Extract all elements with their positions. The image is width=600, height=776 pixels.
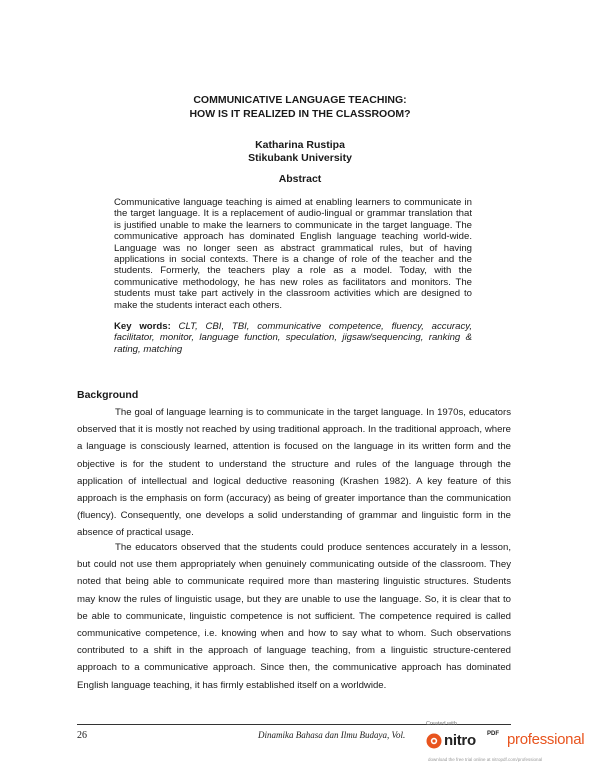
watermark-brand-sup: PDF [487, 731, 499, 737]
paper-title-line-1: COMMUNICATIVE LANGUAGE TEACHING: [193, 94, 407, 106]
abstract-text: Communicative language teaching is aimed at enabling learners to communicate in the target language. It is a replacement of audio-lingual or grammar translation that is justified unable to make the learners to communicate in the target language. The communicative approach has dominated English language teaching world-wide. Language was no longer seen as abstract grammatical rules, but of having applications in social contexts. There is a change of role of the teacher and the students. Formerly, the teachers play a role as a model. Today, with the communicative methodology, he has new roles as facilitators and monitors. The students must take part actively in the classroom activities which are designed to make the students interact each others. [114, 197, 472, 311]
watermark-subtext[interactable]: download the free trial online at nitropdf.com/professional [428, 757, 543, 762]
keywords-label: Key words: [114, 321, 171, 332]
author-name: Katharina Rustipa [255, 139, 345, 151]
author-affiliation: Stikubank University [248, 152, 352, 164]
nitro-logo-icon[interactable] [426, 733, 442, 749]
section-heading-background: Background [77, 389, 139, 401]
watermark-brand[interactable]: nitro [444, 732, 476, 749]
page-number: 26 [77, 730, 87, 741]
keywords-list: CLT, CBI, TBI, communicative competence, fluency, accuracy, facilitator, monitor, language function, speculation, jigsaw/sequencing, ranking & rating, matching [114, 321, 473, 355]
journal-name: Dinamika Bahasa dan Ilmu Budaya, Vol. [258, 730, 406, 740]
paper-title-line-2: HOW IS IT REALIZED IN THE CLASSROOM? [189, 108, 411, 120]
watermark-created-with: Created with [426, 721, 457, 727]
abstract-heading: Abstract [278, 173, 322, 185]
keywords [114, 321, 472, 355]
body-paragraph: The educators observed that the students could produce sentences accurately in a lesson, but could not use them appropriately when genuinely communicating outside of the classroom. They noted that being able to communicate required more than mastering linguistic structures. Students may know the rules of linguistic usage, but they are unable to use the language. So, it is clear that to be able to communicate, linguistic competence is not sufficient. The competence required is called communicative competence, i.e. knowing when and how to say what to whom. Such observations contributed to a shift in the approach of language teaching, from a linguistic structure-centered approach to a communicative approach. Since then, the communicative approach has dominated English language teaching, it has firmly established itself on a worldwide. [77, 542, 511, 691]
watermark-edition[interactable]: professional [507, 731, 585, 748]
body-paragraph: The goal of language learning is to communicate in the target language. In 1970s, educators observed that it is mostly not reached by using traditional approach. In the traditional approach, where a language is consciously learned, attention is focused on the language in its written form and the objective is for the student to understand the structure and rules of the language through the application of intellectual and logical deductive reasoning (Krashen 1982). A key feature of this approach is the emphasis on form (accuracy) as being of greater importance than the communication (fluency). Consequently, one develops a solid understanding of grammar and linguistic form in the absence of practical usage. [77, 407, 511, 539]
